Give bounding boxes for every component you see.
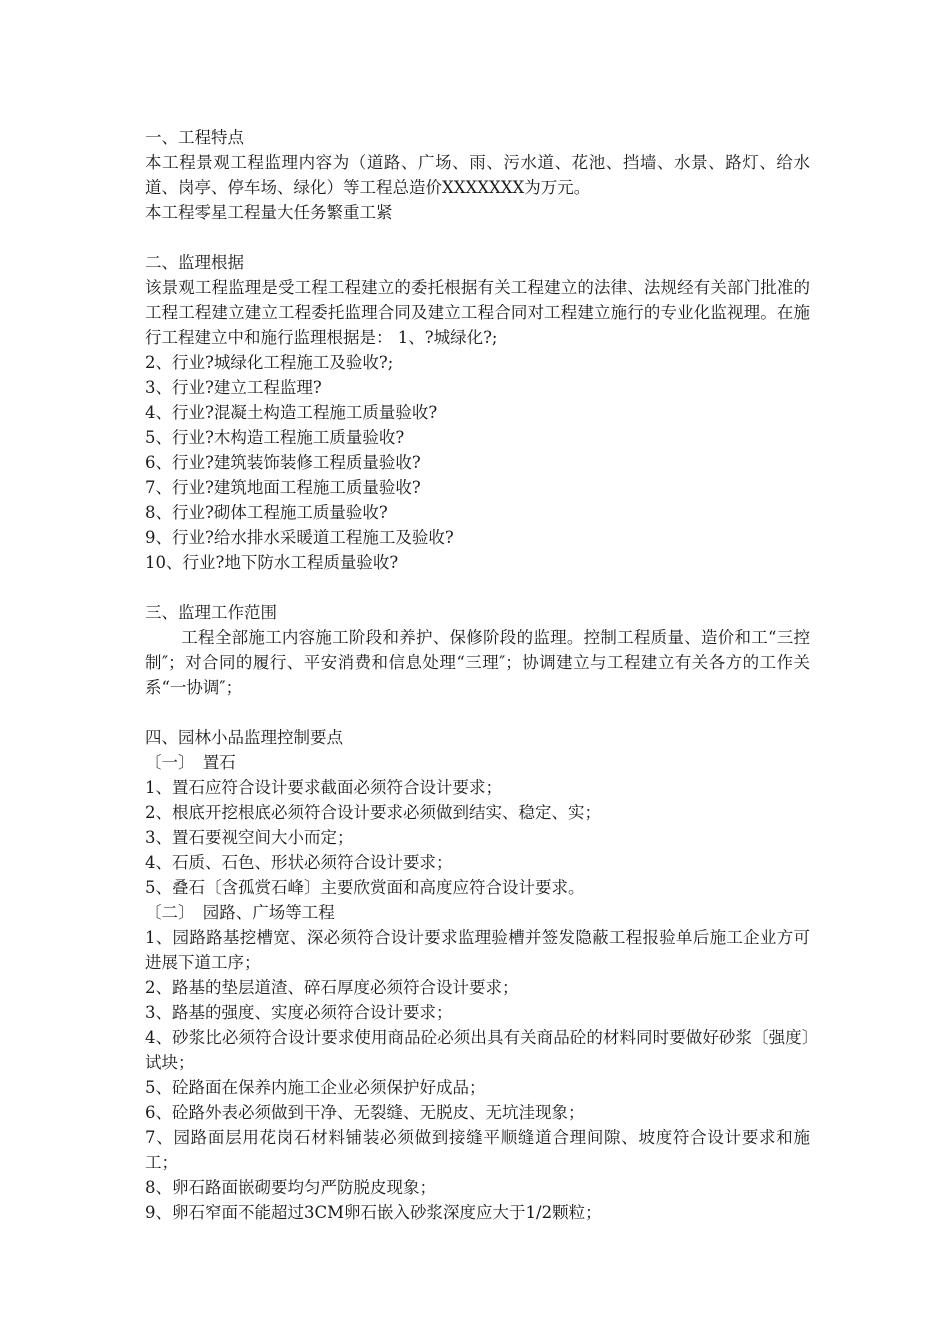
list-item: 5、砼路面在保养内施工企业必须保护好成品； <box>145 1078 486 1097</box>
list-item: 3、路基的强度、实度必须符合设计要求； <box>145 1003 453 1022</box>
list-item: 5、叠石〔含孤赏石峰〕主要欣赏面和高度应符合设计要求。 <box>145 878 585 897</box>
subsection-heading: 〔一〕 置石 <box>145 753 236 772</box>
list-item: 8、卵石路面嵌砌要均匀严防脱皮现象； <box>145 1178 436 1197</box>
list-item: 2、根底开挖根底必须符合设计要求必须做到结实、稳定、实； <box>145 803 601 822</box>
list-item: 7、行业?建筑地面工程施工质量验收? <box>145 478 421 497</box>
list-item: 1、置石应符合设计要求截面必须符合设计要求； <box>145 778 502 797</box>
list-item: 6、行业?建筑装饰装修工程质量验收? <box>145 453 421 472</box>
blank-line <box>145 575 810 600</box>
section-heading: 二、监理根据 <box>145 253 244 272</box>
list-item: 4、石质、石色、形状必须符合设计要求； <box>145 853 453 872</box>
paragraph: 本工程景观工程监理内容为（道路、广场、雨、污水道、花池、挡墙、水景、路灯、给水道、岗亭、停车场、绿化）等工程总造价XXXXXXX为万元。 <box>145 153 810 197</box>
list-item: 7、园路面层用花岗石材料铺装必须做到接缝平顺缝道合理间隙、坡度符合设计要求和施工； <box>145 1128 810 1172</box>
section-heading: 一、工程特点 <box>145 128 244 147</box>
blank-line <box>145 700 810 725</box>
section-heading: 四、园林小品监理控制要点 <box>145 728 343 747</box>
list-item: 10、行业?地下防水工程质量验收? <box>145 553 399 572</box>
subsection-heading: 〔二〕 园路、广场等工程 <box>145 903 335 922</box>
blank-line <box>145 225 810 250</box>
list-item: 1、园路路基挖槽宽、深必须符合设计要求监理验槽并签发隐蔽工程报验单后施工企业方可进展下道工序； <box>145 928 810 972</box>
list-item: 9、行业?给水排水采暖道工程施工及验收? <box>145 528 454 547</box>
list-item: 2、路基的垫层道渣、碎石厚度必须符合设计要求； <box>145 978 519 997</box>
section-heading: 三、监理工作范围 <box>145 603 277 622</box>
list-item: 6、砼路外表必须做到干净、无裂缝、无脱皮、无坑洼现象； <box>145 1103 585 1122</box>
paragraph: 该景观工程监理是受工程工程建立的委托根据有关工程建立的法律、法规经有关部门批准的工程工程建立建立工程委托监理合同及建立工程合同对工程建立施行的专业化监视理。在施行工程建立中和施行监理根据是： 1、?城绿化?; <box>145 278 810 347</box>
list-item: 3、行业?建立工程监理? <box>145 378 322 397</box>
list-item: 4、行业?混凝土构造工程施工质量验收? <box>145 403 438 422</box>
document-page <box>145 125 810 1225</box>
paragraph: 工程全部施工内容施工阶段和养护、保修阶段的监理。控制工程质量、造价和工“三控制″；对合同的履行、平安消费和信息处理“三理″；协调建立与工程建立有关各方的工作关系“一协调″； <box>145 628 810 697</box>
list-item: 4、砂浆比必须符合设计要求使用商品砼必须出具有关商品砼的材料同时要做好砂浆〔强度〕试块； <box>145 1028 810 1072</box>
list-item: 9、卵石窄面不能超过3CM卵石嵌入砂浆深度应大于1/2颗粒； <box>145 1203 602 1222</box>
list-item: 3、置石要视空间大小而定； <box>145 828 354 847</box>
list-item: 2、行业?城绿化工程施工及验收?; <box>145 353 394 372</box>
list-item: 5、行业?木构造工程施工质量验收? <box>145 428 405 447</box>
paragraph: 本工程零星工程量大任务繁重工紧 <box>145 203 393 222</box>
list-item: 8、行业?砌体工程施工质量验收? <box>145 503 388 522</box>
